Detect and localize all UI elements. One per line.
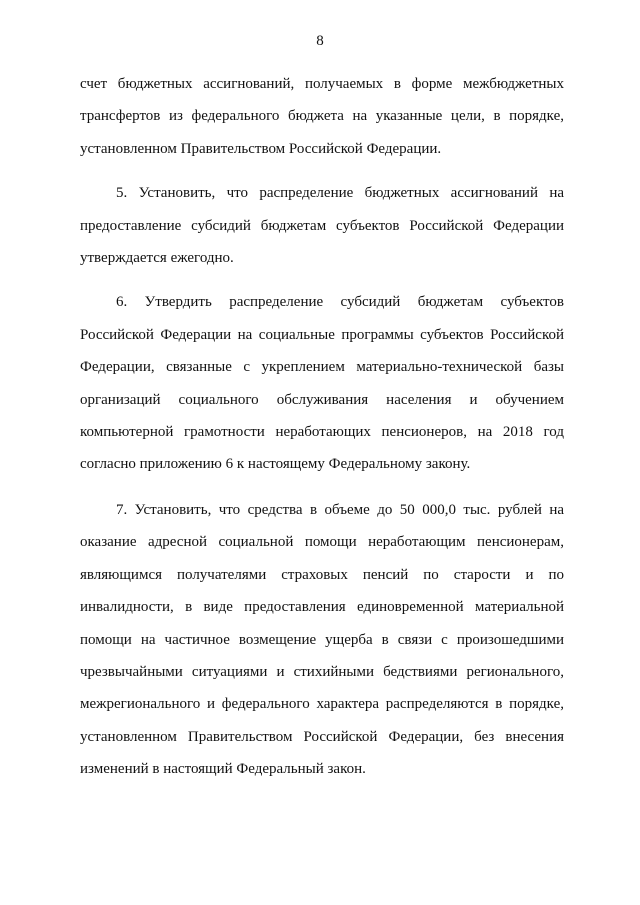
paragraph-continuation: счет бюджетных ассигнований, получаемых в форме межбюджетных трансфертов из федерального бюджета на указанные цели, в порядке, установленном Правительством Российской Федерации. xyxy=(80,76,564,157)
paragraph-item-5: 5. Установить, что распределение бюджетных ассигнований на предоставление субсидий бюджетам субъектов Российской Федерации утверждается ежегодно. xyxy=(80,185,564,267)
document-body xyxy=(80,68,564,786)
paragraph-item-7: 7. Установить, что средства в объеме до 50 000,0 тыс. рублей на оказание адресной социальной помощи неработающим пенсионерам, являющимся получателями страховых пенсий по старости и по инвалидности, в виде предоставления единовременной материальной помощи на частичное возмещение ущерба в связи с произошедшими чрезвычайными ситуациями и стихийными бедствиями регионального, межрегионального и федерального характера распределяются в порядке, установленном Правительством Российской Федерации, без внесения изменений в настоящий Федеральный закон. xyxy=(80,501,564,778)
page-number: 8 xyxy=(316,33,324,49)
paragraph-item-6: 6. Утвердить распределение субсидий бюджетам субъектов Российской Федерации на социальные программы субъектов Российской Федерации, связанные с укреплением материально-технической базы организаций социального обслуживания населения и обучением компьютерной грамотности неработающих пенсионеров, на 2018 год согласно приложению 6 к настоящему Федеральному закону. xyxy=(80,294,564,473)
